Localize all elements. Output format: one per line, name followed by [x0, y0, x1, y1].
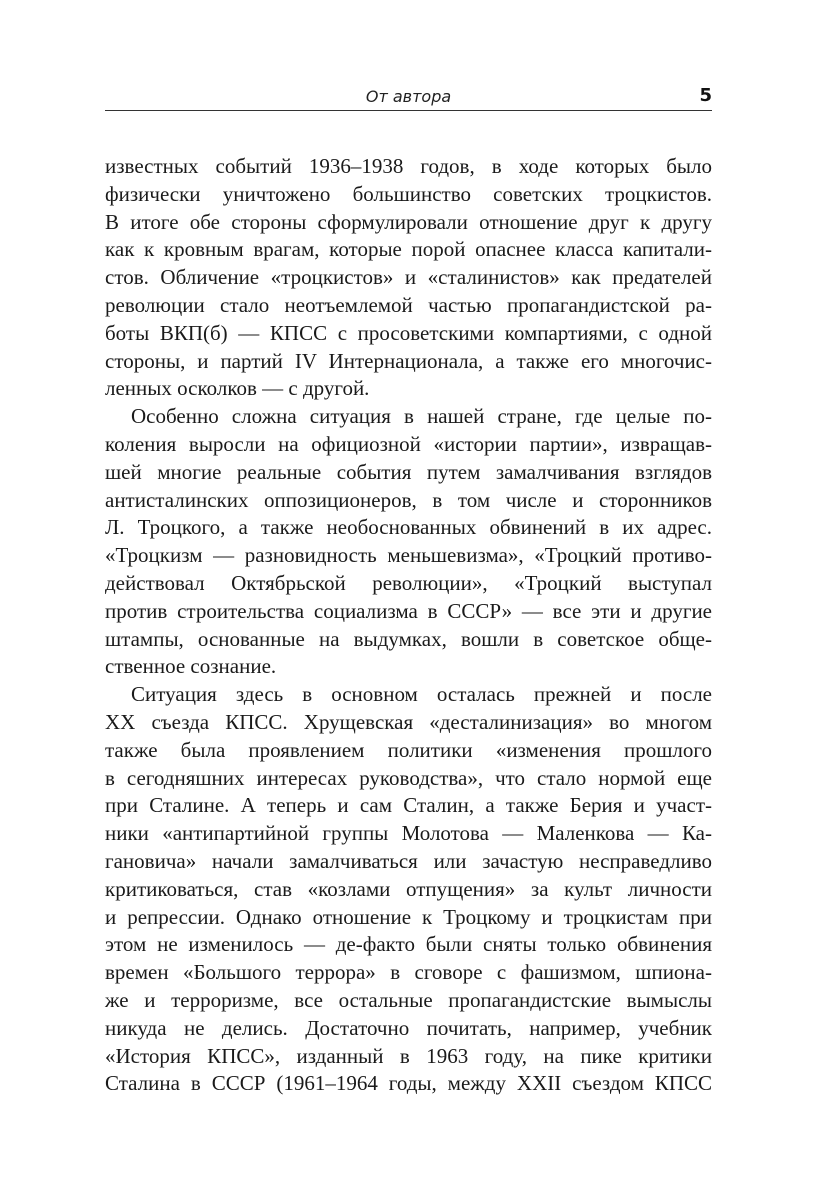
text-line: ники «антипартийной группы Молотова — Маленкова — Ка-: [105, 821, 712, 846]
text-line: «История КПСС», изданный в 1963 году, на пике критики: [105, 1043, 712, 1068]
text-line: Л. Троцкого, а также необоснованных обвинений в их адрес.: [105, 515, 712, 540]
text-line: XX съезда КПСС. Хрущевская «десталинизация» во многом: [105, 709, 712, 734]
text-line: боты ВКП(б) — КПСС с просоветскими компартиями, с одной: [105, 320, 712, 345]
text-line: этом не изменилось — де-факто были сняты только обвинения: [105, 932, 712, 957]
text-line: гановича» начали замалчиваться или зачастую несправедливо: [105, 848, 712, 873]
text-line: в сегодняшних интересах руководства», что стало нормой еще: [105, 765, 712, 790]
paragraph: [105, 403, 712, 681]
text-line: Сталина в СССР (1961–1964 годы, между XXII съездом КПСС: [105, 1071, 712, 1096]
text-line: коления выросли на официозной «истории партии», извращав-: [105, 431, 712, 456]
running-title: От автора: [365, 87, 452, 106]
text-line: и репрессии. Однако отношение к Троцкому и троцкистам при: [105, 904, 712, 929]
text-line: антисталинских оппозиционеров, в том числе и сторонников: [105, 487, 712, 512]
text-line: как к кровным врагам, которые порой опаснее класса капитали-: [105, 237, 712, 262]
text-line: ленных осколков — с другой.: [105, 376, 370, 401]
text-line: никуда не делись. Достаточно почитать, например, учебник: [105, 1015, 712, 1040]
text-line: революции стало неотъемлемой частью пропагандистской ра-: [105, 292, 712, 317]
paragraph: [105, 153, 712, 403]
text-line: В итоге обе стороны сформулировали отношение друг к другу: [105, 209, 712, 234]
text-line: штампы, основанные на выдумках, вошли в советское обще-: [105, 626, 712, 651]
text-line: критиковаться, став «козлами отпущения» за культ личности: [105, 876, 712, 901]
text-line: Особенно сложна ситуация в нашей стране, где целые по-: [131, 404, 712, 429]
text-line: стороны, и партий IV Интернационала, а также его многочис-: [105, 348, 712, 373]
text-line: ственное сознание.: [105, 654, 277, 679]
running-header: [105, 86, 712, 111]
body-text: [105, 153, 712, 1098]
text-line: также была проявлением политики «изменения прошлого: [105, 737, 712, 762]
text-line: против строительства социализма в СССР» — все эти и другие: [105, 598, 712, 623]
text-line: известных событий 1936–1938 годов, в ходе которых было: [105, 154, 712, 178]
text-line: времен «Большого террора» в сговоре с фашизмом, шпиона-: [105, 960, 712, 985]
text-line: же и терроризме, все остальные пропагандистские вымыслы: [105, 987, 712, 1012]
text-line: «Троцкизм — разновидность меньшевизма», «Троцкий противо-: [105, 543, 712, 568]
text-line: действовал Октябрьской революции», «Троцкий выступал: [105, 570, 712, 595]
text-line: стов. Обличение «троцкистов» и «сталинистов» как предателей: [105, 265, 712, 290]
text-line: Ситуация здесь в основном осталась прежней и после: [131, 682, 712, 707]
text-line: физически уничтожено большинство советских троцкистов.: [105, 181, 712, 206]
paragraph: [105, 681, 712, 1098]
text-line: при Сталине. А теперь и сам Сталин, а также Берия и участ-: [105, 793, 712, 818]
page-number: 5: [699, 85, 712, 106]
text-line: шей многие реальные события путем замалчивания взглядов: [105, 459, 712, 484]
